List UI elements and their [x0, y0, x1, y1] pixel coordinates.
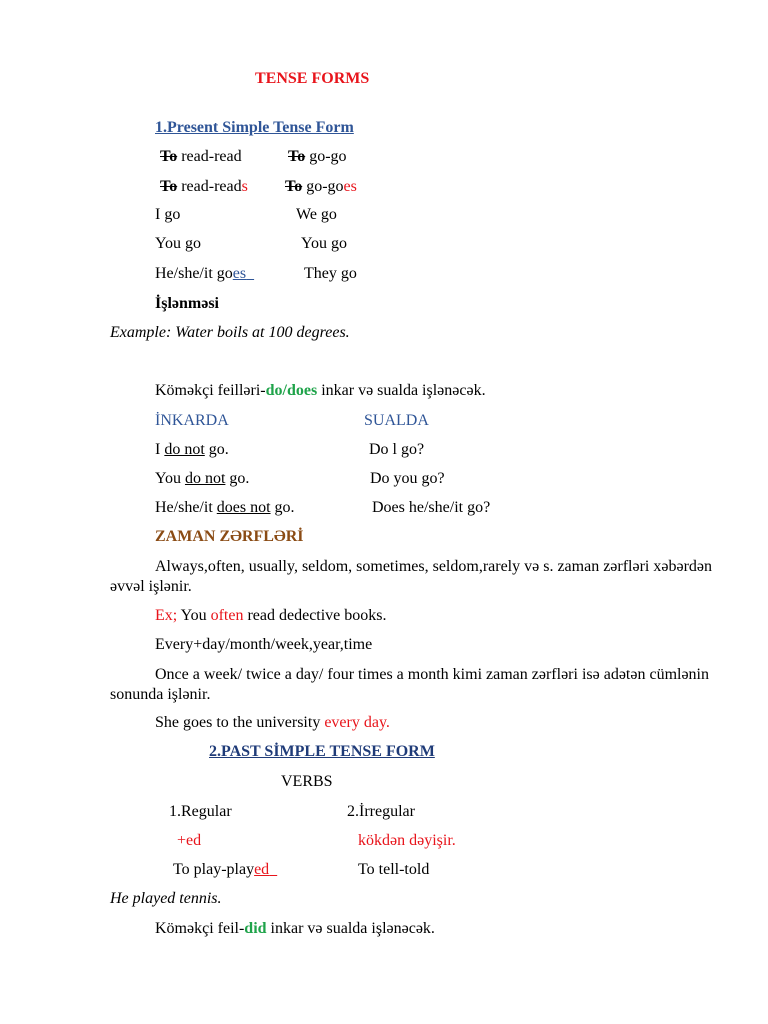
aux-did: did: [244, 920, 267, 937]
irregular-label: 2.İrregular: [347, 803, 415, 820]
negative-line-1: [155, 440, 229, 460]
verb-row-2-right: [285, 177, 357, 197]
verb-text: go-go: [302, 178, 344, 195]
example-often-line: [155, 606, 387, 626]
past-example-line: He played tennis.: [110, 890, 222, 907]
negative-label: İNKARDA: [155, 412, 229, 429]
neg-aux: do not: [164, 441, 205, 458]
page-title: TENSE FORMS: [255, 70, 370, 87]
neg-text: go.: [270, 499, 295, 516]
aux-text: inkar və sualda işlənəcək.: [266, 920, 435, 937]
question-label: SUALDA: [364, 412, 429, 429]
neg-text: He/she/it: [155, 499, 217, 516]
ex-text: read dedective books.: [243, 607, 387, 624]
neg-text: I: [155, 441, 165, 458]
neg-text: go.: [204, 441, 229, 458]
university-line: [155, 713, 390, 733]
verb-text: read-read: [177, 148, 242, 165]
strike-to: To: [288, 148, 306, 165]
verb-row-1-right: [288, 147, 347, 167]
neg-aux: do not: [184, 470, 226, 487]
neg-text: go.: [225, 470, 250, 487]
ex-text: You: [177, 607, 211, 624]
verb-row-2: [160, 177, 248, 197]
uni-every-day: every day.: [324, 714, 390, 731]
regular-label: 1.Regular: [169, 803, 232, 820]
ex-label: Ex;: [155, 607, 178, 624]
adverbs-paragraph: Always,often, usually, seldom, sometimes, seldom,rarely və s. zaman zərfləri xəbərdən əvvəl işlənir.: [110, 558, 713, 595]
pronoun-you: You go: [155, 235, 201, 252]
example-line: Example: Water boils at 100 degrees.: [110, 324, 350, 341]
strike-to: To: [160, 148, 178, 165]
negative-line-3: [155, 498, 295, 518]
verb-text: read-read: [177, 178, 242, 195]
pronoun-they: They go: [304, 265, 357, 282]
pronoun-text: He/she/it go: [155, 265, 233, 282]
pronoun-i: I go: [155, 206, 181, 223]
strike-to: To: [160, 178, 178, 195]
play-played-line: [173, 860, 277, 880]
past-simple-heading: 2.PAST SİMPLE TENSE FORM: [209, 743, 435, 760]
aux-text: Köməkçi feil-: [155, 920, 245, 937]
verb-text: go-go: [305, 148, 347, 165]
neg-text: You: [155, 470, 185, 487]
ed-suffix: ed: [254, 861, 270, 878]
pronoun-you-plural: You go: [301, 235, 347, 252]
suffix-es: es: [343, 178, 357, 195]
pronoun-he-she-it: [155, 264, 254, 284]
question-line-2: Do you go?: [370, 470, 445, 487]
ex-often: often: [210, 607, 244, 624]
suffix-s: s: [241, 178, 248, 195]
tell-told-line: To tell-told: [358, 861, 430, 878]
question-line-3: Does he/she/it go?: [372, 499, 491, 516]
verbs-label: VERBS: [281, 773, 333, 790]
auxiliary-line: [155, 381, 486, 401]
once-paragraph: Once a week/ twice a day/ four times a month kimi zaman zərfləri isə adətən cümlənin sonunda işlənir.: [110, 666, 709, 703]
strike-to: To: [285, 178, 303, 195]
uni-text: She goes to the university: [155, 714, 325, 731]
root-change-rule: kökdən dəyişir.: [358, 832, 456, 849]
negative-line-2: [155, 469, 249, 489]
question-line-1: Do l go?: [369, 441, 425, 458]
play-text: To play-play: [173, 861, 255, 878]
every-line: Every+day/month/week,year,time: [155, 636, 373, 653]
verb-row-1: [160, 147, 242, 167]
ed-suffix-rule: +ed: [177, 832, 202, 849]
usage-heading: İşlənməsi: [155, 295, 219, 312]
present-simple-heading: 1.Present Simple Tense Form: [155, 119, 354, 136]
suffix-es: es: [232, 265, 247, 282]
aux-text: Köməkçi feilləri-: [155, 382, 266, 399]
aux-text: inkar və sualda işlənəcək.: [317, 382, 486, 399]
adverbs-heading: ZAMAN ZƏRFLƏRİ: [155, 528, 304, 545]
pronoun-we: We go: [296, 206, 337, 223]
past-auxiliary-line: [155, 919, 435, 939]
aux-do-does: do/does: [265, 382, 318, 399]
neg-aux: does not: [216, 499, 271, 516]
